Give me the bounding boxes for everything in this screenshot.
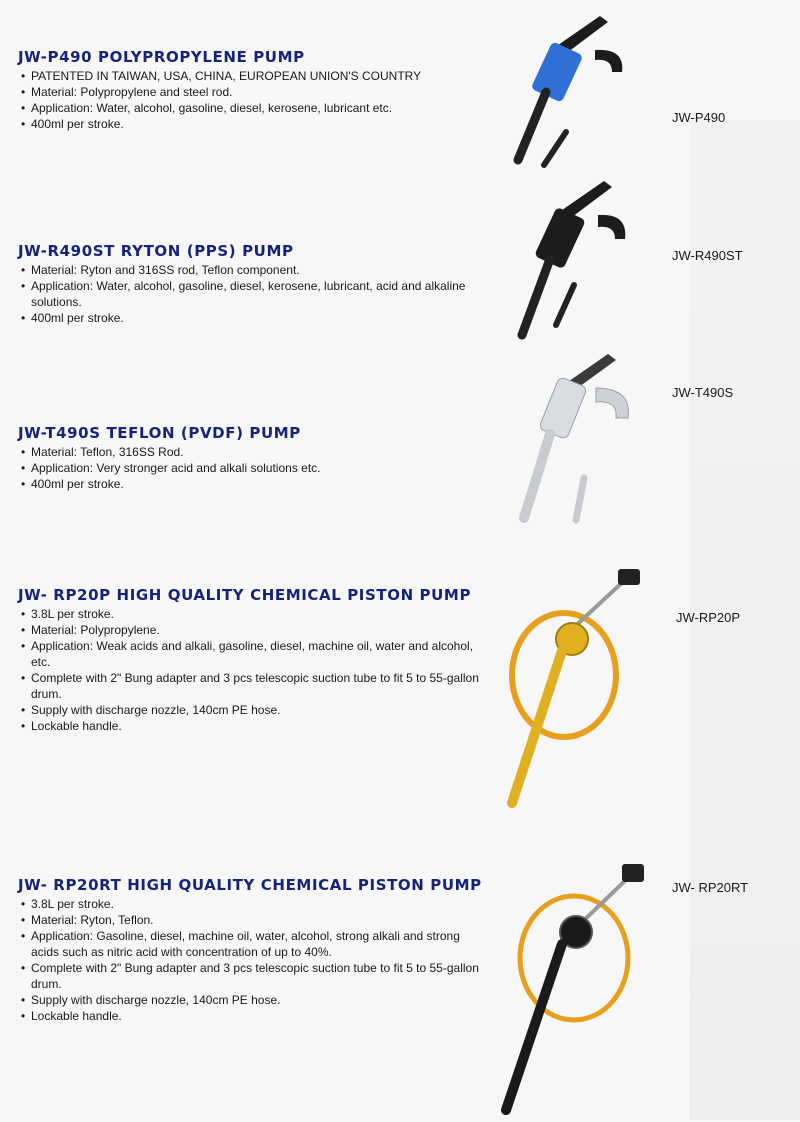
spec-item: • 400ml per stroke. bbox=[21, 310, 491, 326]
spec-item: • Application: Very stronger acid and alkali solutions etc. bbox=[21, 460, 491, 476]
spec-item: • Application: Water, alcohol, gasoline, diesel, kerosene, lubricant, acid and alkaline solutions. bbox=[21, 278, 491, 310]
model-label: JW-P490 bbox=[672, 110, 726, 125]
product-spec-list bbox=[18, 444, 491, 492]
spec-item: • Material: Polypropylene. bbox=[21, 622, 491, 638]
spec-item: • Material: Ryton and 316SS rod, Teflon component. bbox=[21, 262, 491, 278]
spec-item: • Lockable handle. bbox=[21, 718, 491, 734]
spec-item: • 400ml per stroke. bbox=[21, 116, 491, 132]
spec-item: • Application: Gasoline, diesel, machine oil, water, alcohol, strong alkali and strong acids such as nitric acid with concentration of up to 40%. bbox=[21, 928, 491, 960]
product-jw-rp20p bbox=[18, 586, 491, 734]
product-title: JW-R490ST RYTON (PPS) PUMP bbox=[18, 242, 294, 260]
product-jw-p490 bbox=[18, 48, 491, 132]
pump-image-jw-p490 bbox=[500, 10, 650, 170]
spec-item: • PATENTED IN TAIWAN, USA, CHINA, EUROPEAN UNION'S COUNTRY bbox=[21, 68, 491, 84]
spec-item: • 3.8L per stroke. bbox=[21, 606, 491, 622]
spec-item: • 3.8L per stroke. bbox=[21, 896, 491, 912]
spec-item: • Material: Polypropylene and steel rod. bbox=[21, 84, 491, 100]
pump-image-jw-t490s bbox=[500, 348, 650, 528]
model-label: JW-R490ST bbox=[672, 248, 743, 263]
spec-item: • Material: Ryton, Teflon. bbox=[21, 912, 491, 928]
product-spec-list bbox=[18, 606, 491, 734]
spec-item: • 400ml per stroke. bbox=[21, 476, 491, 492]
spec-item: • Complete with 2" Bung adapter and 3 pcs telescopic suction tube to fit 5 to 55-gallon drum. bbox=[21, 670, 491, 702]
model-label: JW-T490S bbox=[672, 385, 734, 400]
product-jw-t490s bbox=[18, 424, 491, 492]
spec-item: • Complete with 2" Bung adapter and 3 pcs telescopic suction tube to fit 5 to 55-gallon drum. bbox=[21, 960, 491, 992]
spec-item: • Lockable handle. bbox=[21, 1008, 491, 1024]
spec-item: • Application: Weak acids and alkali, gasoline, diesel, machine oil, water and alcohol, etc. bbox=[21, 638, 491, 670]
product-spec-list bbox=[18, 262, 491, 326]
pump-image-jw-rp20rt bbox=[490, 860, 660, 1120]
product-jw-rp20rt bbox=[18, 876, 491, 1024]
model-label: JW- RP20RT bbox=[672, 880, 749, 895]
product-jw-r490st bbox=[18, 242, 491, 326]
product-title: JW-T490S TEFLON (PVDF) PUMP bbox=[18, 424, 301, 442]
pump-image-jw-r490st bbox=[500, 175, 650, 345]
product-spec-list bbox=[18, 68, 491, 132]
spec-item: • Application: Water, alcohol, gasoline, diesel, kerosene, lubricant etc. bbox=[21, 100, 491, 116]
product-title: JW- RP20RT HIGH QUALITY CHEMICAL PISTON PUMP bbox=[18, 876, 482, 894]
model-label: JW-RP20P bbox=[676, 610, 741, 625]
spec-item: • Supply with discharge nozzle, 140cm PE hose. bbox=[21, 992, 491, 1008]
spec-item: • Material: Teflon, 316SS Rod. bbox=[21, 444, 491, 460]
product-title: JW- RP20P HIGH QUALITY CHEMICAL PISTON PUMP bbox=[18, 586, 472, 604]
product-spec-list bbox=[18, 896, 491, 1024]
pump-image-jw-rp20p bbox=[500, 565, 670, 815]
spec-item: • Supply with discharge nozzle, 140cm PE hose. bbox=[21, 702, 491, 718]
product-title: JW-P490 POLYPROPYLENE PUMP bbox=[18, 48, 305, 66]
